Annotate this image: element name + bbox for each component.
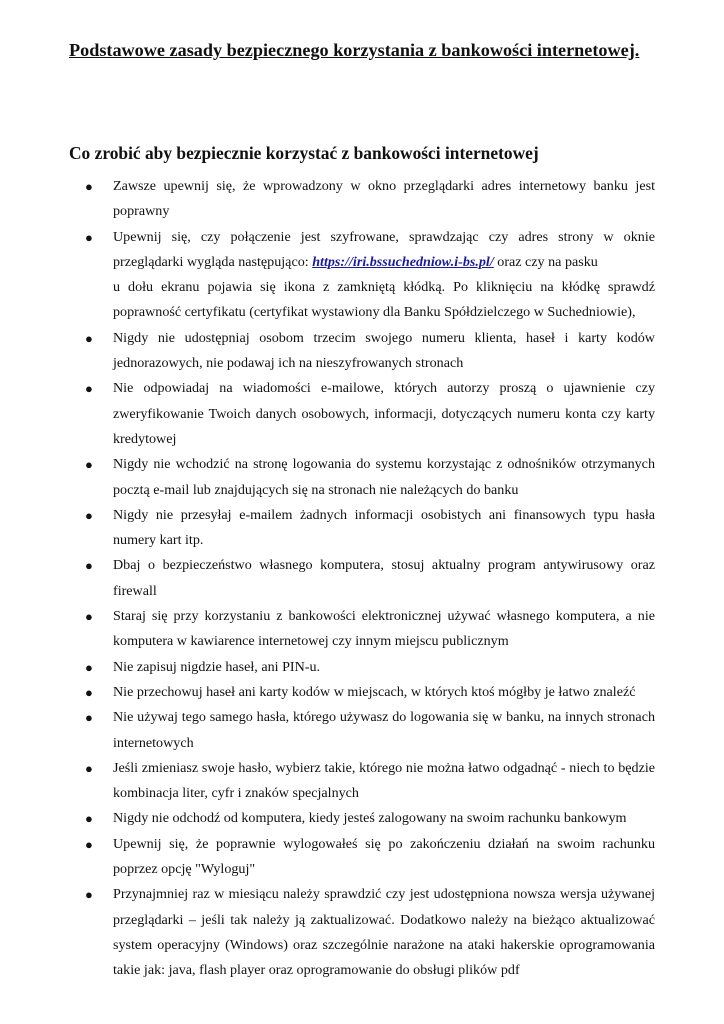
list-item <box>69 806 655 831</box>
list-item-text: Nigdy nie przesyłaj e-mailem żadnych informacji osobistych ani finansowych typu hasła numery kart itp. <box>113 506 655 549</box>
list-item-text: oraz czy na pasku <box>493 253 598 270</box>
bullet-icon: ● <box>85 684 93 700</box>
bullet-list <box>69 174 655 984</box>
list-item <box>69 376 655 452</box>
list-item <box>69 705 655 756</box>
document-title: Podstawowe zasady bezpiecznego korzystania z bankowości internetowej. <box>69 40 640 60</box>
list-item <box>69 225 655 326</box>
list-item <box>69 655 655 680</box>
list-item <box>69 832 655 883</box>
list-item-text: Nie zapisuj nigdzie haseł, ani PIN-u. <box>113 658 321 675</box>
list-item <box>69 452 655 503</box>
bullet-icon: ● <box>85 457 93 473</box>
list-item-text: Upewnij się, czy połączenie jest szyfrowane, sprawdzając czy adres strony w oknie <box>113 228 655 245</box>
list-item <box>69 326 655 377</box>
bullet-icon: ● <box>85 229 93 245</box>
bullet-icon: ● <box>85 609 93 625</box>
section-heading: Co zrobić aby bezpiecznie korzystać z bankowości internetowej <box>69 143 539 163</box>
bullet-icon: ● <box>85 811 93 827</box>
bullet-icon: ● <box>85 330 93 346</box>
list-item-text: Nie odpowiadaj na wiadomości e-mailowe, których autorzy proszą o ujawnienie czy zweryfikowanie Twoich danych osobowych, informacji, dotyczących numeru konta czy karty kredytowej <box>113 380 655 447</box>
list-item-text: Nie używaj tego samego hasła, którego używasz do logowania się w banku, na innych stronach internetowych <box>113 709 655 751</box>
bullet-icon: ● <box>85 710 93 726</box>
list-item-text: Nie przechowuj haseł ani karty kodów w miejscach, w których ktoś mógłby je łatwo znaleźć <box>113 683 636 700</box>
list-item-text: Nigdy nie wchodzić na stronę logowania do systemu korzystając z odnośników otrzymanych pocztą e-mail lub znajdujących się na stronach nie należących do banku <box>113 456 655 498</box>
list-item-text: Staraj się przy korzystaniu z bankowości elektronicznej używać własnego komputera, a nie komputera w kawiarence internetowej czy innym miejscu publicznym <box>113 608 655 650</box>
list-item-text: Zawsze upewnij się, że wprowadzony w okno przeglądarki adres internetowy banku jest poprawny <box>113 178 655 220</box>
list-item-text: u dołu ekranu pojawia się ikona z zamkniętą kłódką. Po kliknięciu na kłódkę sprawdź <box>113 279 655 296</box>
list-item <box>69 503 655 554</box>
list-item <box>69 553 655 604</box>
list-item-text: Przynajmniej raz w miesiącu należy sprawdzić czy jest udostępniona nowsza wersja używanej przeglądarki – jeśli tak należy ją zaktualizować. Dodatkowo należy na bieżąco aktualizować system operacyjny (Windows) oraz szczególnie narażone na ataki hakerskie oprogramowania takie jak: java, flash player oraz oprogramowanie do obsługi plików pdf <box>113 886 655 979</box>
list-item <box>69 174 655 225</box>
list-item-text: poprawność certyfikatu (certyfikat wystawiony dla Banku Spółdzielczego w Suchedniowie), <box>113 304 636 321</box>
bullet-icon: ● <box>85 381 93 397</box>
bullet-icon: ● <box>85 887 93 903</box>
bullet-icon: ● <box>85 659 93 675</box>
list-item-text: Jeśli zmieniasz swoje hasło, wybierz takie, którego nie można łatwo odgadnąć - niech to będzie kombinacja liter, cyfr i znaków specjalnych <box>113 759 655 802</box>
list-item-text: Upewnij się, że poprawnie wylogowałeś się po zakończeniu działań na swoim rachunku poprzez opcję "Wyloguj" <box>113 835 655 878</box>
list-item <box>69 604 655 655</box>
bullet-icon: ● <box>85 507 93 523</box>
bullet-icon: ● <box>85 760 93 776</box>
list-item <box>69 680 655 705</box>
bullet-icon: ● <box>85 558 93 574</box>
list-item <box>69 756 655 807</box>
list-item-text: Nigdy nie odchodź od komputera, kiedy jesteś zalogowany na swoim rachunku bankowym <box>113 810 627 827</box>
list-item-text: przeglądarki wygląda następująco: <box>113 253 313 270</box>
list-item-text-with-link <box>113 250 655 275</box>
bullet-icon: ● <box>85 179 93 194</box>
bullet-icon: ● <box>85 836 93 852</box>
list-item <box>69 882 655 983</box>
bank-url-link[interactable]: https://iri.bssuchedniow.i-bs.pl/ <box>312 253 494 270</box>
list-item-text: Dbaj o bezpieczeństwo własnego komputera, stosuj aktualny program antywirusowy oraz firewall <box>113 557 655 599</box>
list-item-text: Nigdy nie udostępniaj osobom trzecim swojego numeru klienta, haseł i karty kodów jednorazowych, nie podawaj ich na nieszyfrowanych stronach <box>113 329 655 372</box>
